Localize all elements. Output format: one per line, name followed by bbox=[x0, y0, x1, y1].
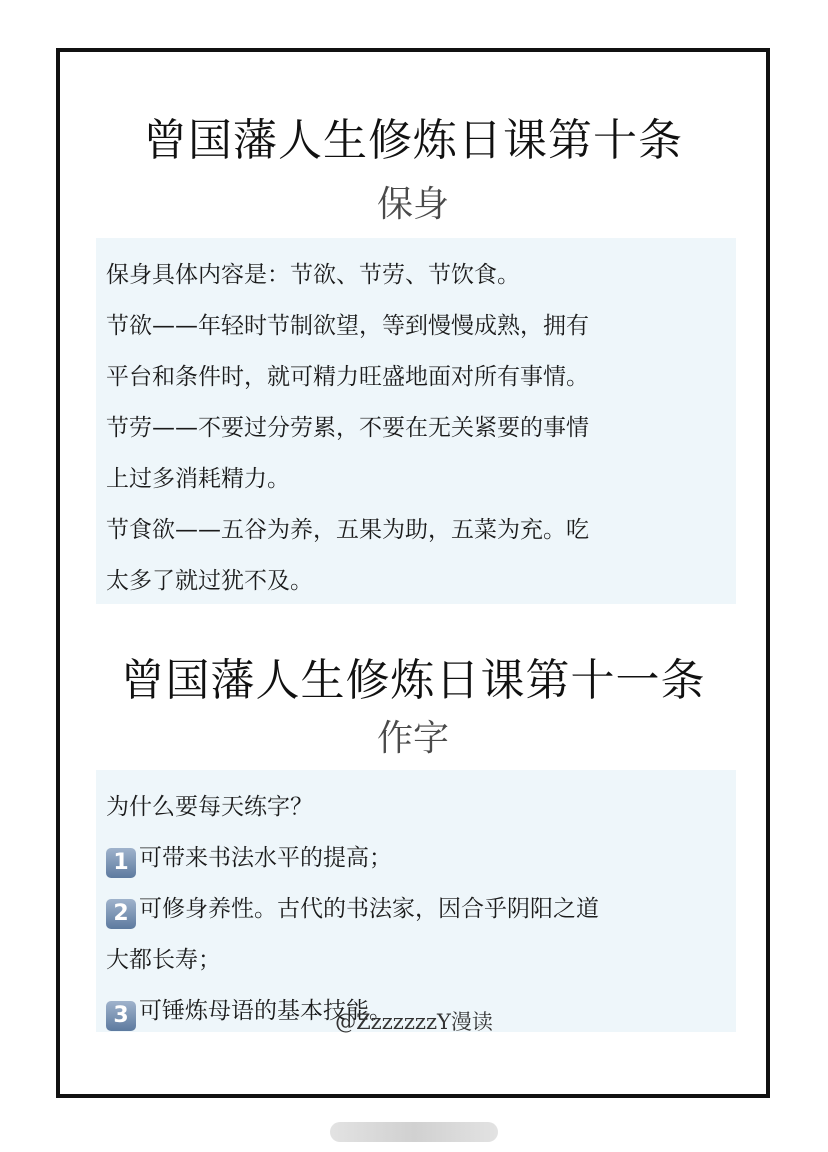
text-line: 太多了就过犹不及。 bbox=[106, 568, 313, 594]
list-item bbox=[106, 833, 726, 884]
list-item-continuation bbox=[106, 935, 726, 986]
text-line: 平台和条件时，就可精力旺盛地面对所有事情。 bbox=[106, 364, 589, 390]
text-line: 节欲——年轻时节制欲望，等到慢慢成熟，拥有 bbox=[106, 313, 589, 339]
section-11-content-panel bbox=[96, 770, 736, 1032]
number-1-icon: 1 bbox=[106, 848, 136, 878]
question-line: 为什么要每天练字？ bbox=[106, 794, 313, 820]
section-10-title: 曾国藩人生修炼日课第十条 bbox=[143, 115, 683, 166]
list-item-text: 可修身养性。古代的书法家，因合乎阴阳之道 bbox=[139, 896, 599, 922]
list-item-text: 可带来书法水平的提高； bbox=[139, 845, 392, 871]
list-item bbox=[106, 884, 726, 935]
text-line: 保身具体内容是：节欲、节劳、节饮食。 bbox=[106, 262, 520, 288]
section-11-title: 曾国藩人生修炼日课第十一条 bbox=[120, 655, 706, 706]
list-item-text: 大都长寿； bbox=[106, 947, 221, 973]
page-frame bbox=[56, 48, 770, 1098]
number-2-icon: 2 bbox=[106, 899, 136, 929]
text-line: 节劳——不要过分劳累，不要在无关紧要的事情 bbox=[106, 415, 589, 441]
list-item-text: 可锤炼母语的基本技能。 bbox=[139, 998, 392, 1024]
section-10-content-panel bbox=[96, 238, 736, 604]
text-line: 上过多消耗精力。 bbox=[106, 466, 290, 492]
text-line: 节食欲——五谷为养，五果为助，五菜为充。吃 bbox=[106, 517, 589, 543]
blurred-footer-bar bbox=[330, 1122, 498, 1142]
number-3-icon: 3 bbox=[106, 1001, 136, 1031]
section-10-subtitle: 保身 bbox=[376, 184, 449, 225]
watermark: @ZzzzzzzY漫读 bbox=[335, 1010, 493, 1034]
section-11-subtitle: 作字 bbox=[376, 718, 449, 759]
